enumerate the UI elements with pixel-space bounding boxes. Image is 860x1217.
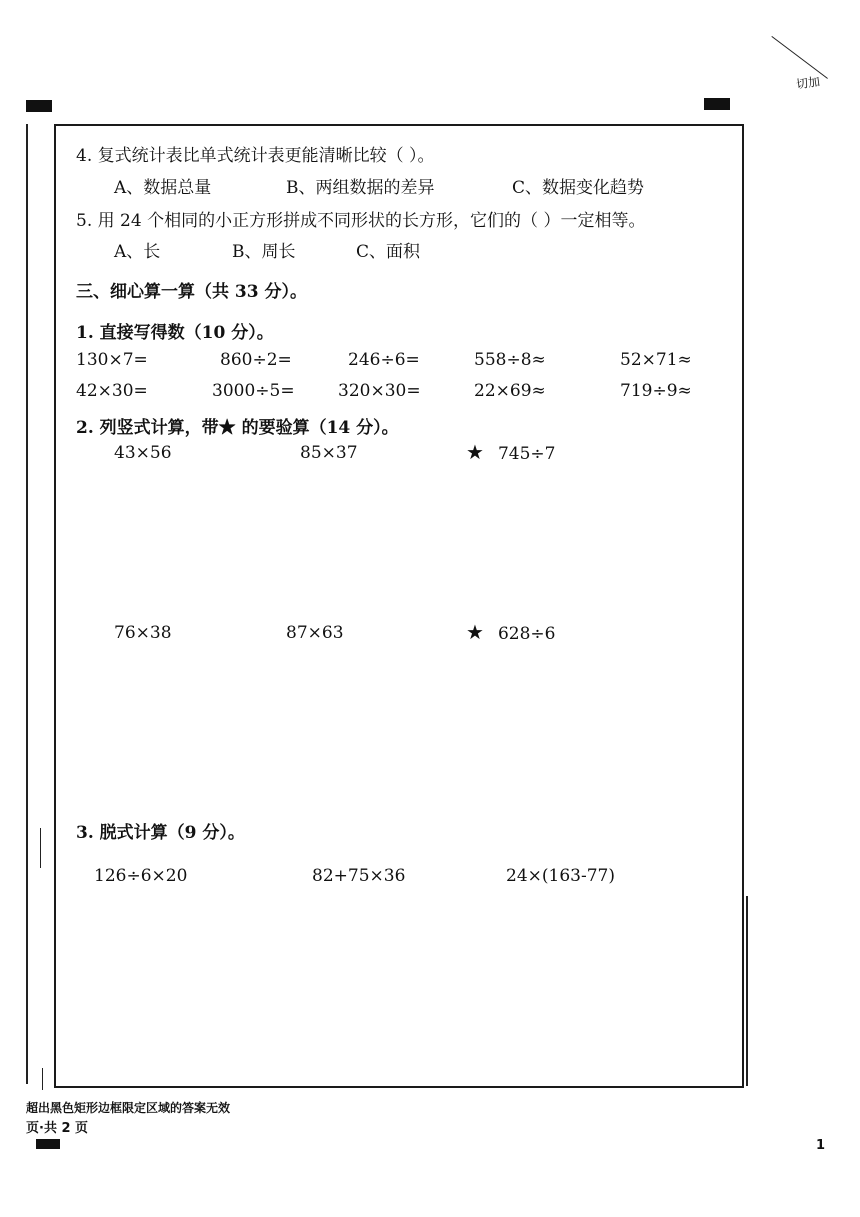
mental-calc-item: 130×7= — [76, 350, 148, 370]
q5-option-a: A、长 — [114, 242, 161, 262]
vertical-calc-item: 43×56 — [114, 443, 172, 463]
q4-option-a: A、数据总量 — [114, 178, 212, 198]
footer-warning: 超出黑色矩形边框限定区域的答案无效 — [26, 1101, 231, 1115]
part-3-title: 3. 脱式计算（9 分）。 — [76, 823, 245, 843]
q4-option-b: B、两组数据的差异 — [286, 178, 435, 198]
question-5: 5. 用 24 个相同的小正方形拼成不同形状的长方形，它们的（ ）一定相等。 — [76, 211, 646, 231]
right-margin-tick — [746, 896, 748, 1086]
q4-option-c: C、数据变化趋势 — [512, 178, 645, 198]
q5-option-c: C、面积 — [356, 242, 421, 262]
registration-marker-bottom-left — [36, 1139, 60, 1149]
mental-calc-item: 719÷9≈ — [620, 381, 692, 401]
vertical-calc-item: 85×37 — [300, 443, 358, 463]
mental-calc-item: 860÷2= — [220, 350, 292, 370]
vertical-calc-item-starred — [466, 440, 555, 464]
question-4: 4. 复式统计表比单式统计表更能清晰比较（ ）。 — [76, 146, 435, 166]
stepwise-calc-item: 126÷6×20 — [94, 866, 188, 886]
corner-cut-line — [771, 36, 828, 79]
mental-calc-item: 3000÷5= — [212, 381, 295, 401]
vertical-calc-item: 87×63 — [286, 623, 344, 643]
vertical-calc-expression: 628÷6 — [497, 624, 556, 644]
mental-calc-item: 246÷6= — [348, 350, 420, 370]
stepwise-calc-item: 82+75×36 — [312, 866, 406, 886]
mental-calc-item: 52×71≈ — [620, 350, 692, 370]
mental-calc-item: 22×69≈ — [474, 381, 546, 401]
answer-area-frame — [54, 124, 744, 1088]
mental-calc-item: 320×30= — [338, 381, 421, 401]
vertical-calc-item-starred — [466, 620, 555, 644]
star-icon: ★ — [466, 440, 484, 464]
left-margin-tick — [40, 828, 41, 868]
q5-option-b: B、周长 — [232, 242, 296, 262]
part-1-title: 1. 直接写得数（10 分）。 — [76, 323, 274, 343]
vertical-calc-expression: 745÷7 — [497, 444, 556, 464]
registration-marker-top-right — [704, 98, 730, 110]
left-margin-tick — [42, 1068, 43, 1090]
part-2-title: 2. 列竖式计算，带★ 的要验算（14 分）。 — [76, 418, 399, 438]
corner-note: 切加 — [795, 74, 821, 92]
footer-right-mark: 1 — [816, 1138, 826, 1153]
mental-calc-item: 558÷8≈ — [474, 350, 546, 370]
vertical-calc-item: 76×38 — [114, 623, 172, 643]
footer-page-info: 页·共 2 页 — [26, 1121, 89, 1136]
registration-marker-top-left — [26, 100, 52, 112]
mental-calc-item: 42×30= — [76, 381, 148, 401]
left-margin-line — [26, 124, 28, 1084]
star-icon: ★ — [466, 620, 484, 644]
section-3-title: 三、细心算一算（共 33 分）。 — [76, 282, 307, 302]
stepwise-calc-item: 24×(163-77) — [506, 866, 615, 886]
